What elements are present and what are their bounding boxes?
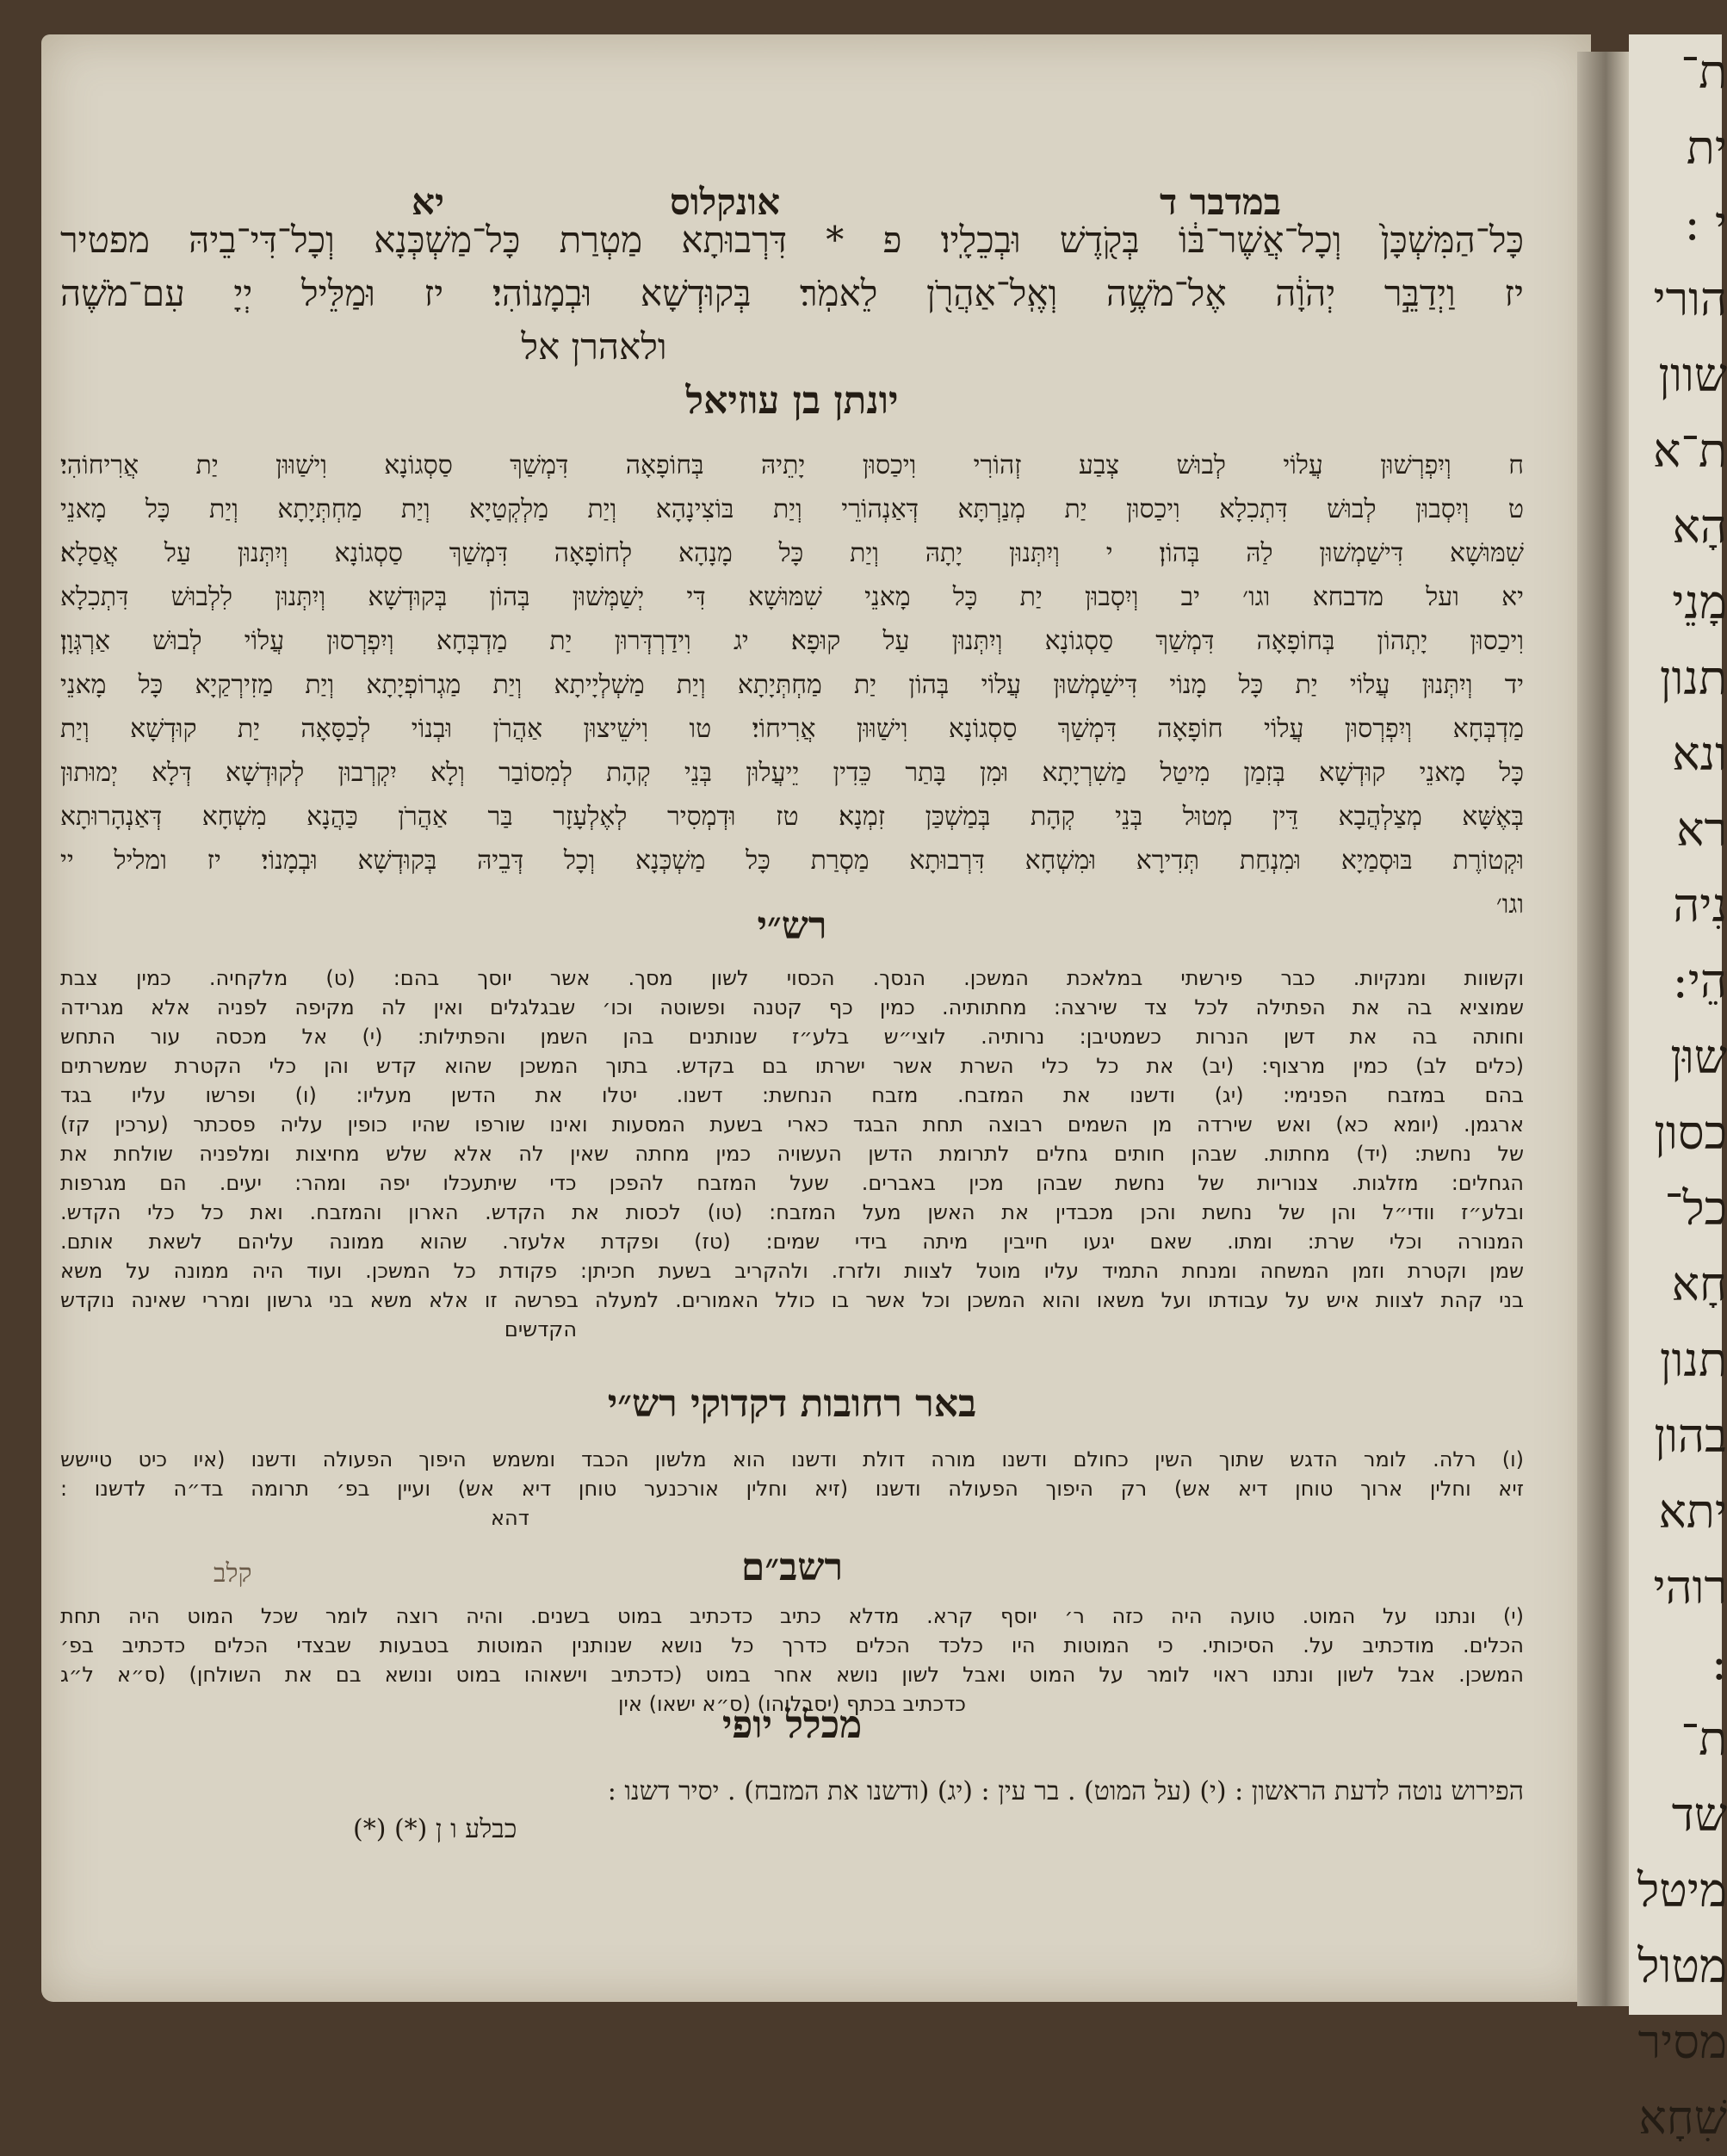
facing-page-fragment: רוהי [1653, 1560, 1727, 1614]
verse-line: יז וַיְדַבֵּ֣ר יְהֹוָ֔ה אֶל־מֹשֶׁ֥ה וְאֶֽל־אַהֲרֹ֖ן לֵאמֹֽר׃ בְּקוּדְשָׁא וּבְמָנוֹהִי׃ יז וּמַלֵּיל יְיָ עִם־מֹשֶׁה [60, 272, 1524, 314]
rashi-line: שמוציא בה את הפתילה לכל צד שירצה: מחתותיה. כמין כף קטנה ופשוטה וכו׳ שבגלגלים ואין לה מקיפה לפניה אלא מגרידה [60, 995, 1524, 1019]
facing-page-fragment: י : [1684, 196, 1727, 251]
michlal-yofi-section [60, 1703, 1524, 1849]
facing-page-fragment: ת־ [1681, 1712, 1727, 1766]
rechovot-section [60, 1382, 1524, 1533]
section-title: יונתן בן עוזיאל [685, 379, 899, 423]
targum-line: כָּל מָאנֵי קוּדְשָׁא בְּזִמַן מִיטַל מַשִׁרְיָתָא וּמִן בָּתַר כֵּדִין יֵיעֲלוּן בְּנֵי קְהָת לְמִסוֹבַר וְלָא יִקְרְבוּן לְקוּדְשָׁא דְּלָא יְמוּתוּן [60, 758, 1524, 788]
facing-page-fragment: תנון [1659, 1333, 1727, 1387]
facing-page-edge [1629, 34, 1727, 2145]
facing-page-fragment: תנון [1659, 651, 1727, 705]
section-title: רש״י [757, 904, 827, 948]
facing-page-fragment: ת־א [1652, 424, 1727, 478]
facing-page-fragment: שוּן [1670, 1030, 1727, 1084]
facing-page-fragment: ית [1686, 121, 1727, 175]
facing-page-fragment: רא [1676, 802, 1727, 857]
facing-page-fragment: שִׁחָא [1638, 2091, 1727, 2145]
rashi-section [60, 904, 1524, 1344]
rashbam-line: הכלים. מודכתיב על. הסיכותי. כי המוטות היו כלכד הכלים כדרך כל נושא שנותנין המוטות בטבעות שבצדי הכלים כדכתיב בפ׳ [60, 1633, 1524, 1657]
facing-page-fragment: יתא [1658, 1484, 1727, 1539]
rashbam-section [60, 1546, 1524, 1719]
rashi-line: הגחלים: מזלגות. צנוריות של נחשת שבהן מכין באברים. שעל המזבח להפכן כדי שיתעכלו יפה ומהר: יעים. הם מגרפות [60, 1171, 1524, 1195]
targum-line: יא ועל מדבחא וגו׳ יב וְיִסְבוּן יַת כָּל מָאנֵי שִׁמּוּשָׁא דִּי יְשַׁמְּשׁוּן בְּהוֹן בְּקוּדְשָׁא וְיִתְּנוּן לִלְבוּשׁ דִּתְכִלָא [60, 582, 1524, 612]
rashi-line: של נחשת: (יד) מחתות. שבהן חותים גחלים לתרומת הדשן העשויה כמין מחתה שאין לה אלא שלש מחיצות ומלפניה שולחת את [60, 1142, 1524, 1166]
rechovot-line: זיא וחלין ארוך טוחן דיא אש) רק היפוך הפעולה ודשנו (זיא וחלין אורכנער טוחן דיא אש) ועיין בפ׳ תרומה בד״ה לדשנו : [60, 1477, 1524, 1501]
rashbam-line: כדכתיב בכתף (יסבלוהו) (ס״א ישאו) אין [618, 1692, 966, 1716]
facing-page-fragment: כסון [1654, 1106, 1727, 1160]
verse-line: כָּל־הַמִּשְׁכָּן֙ וְכָל־אֲשֶׁר־בּ֔וֹ בְּקֹ֖דֶשׁ וּבְכֵלָֽיו׃ פ * דִּרְבוּתָא מַטְרַת כָּל־מַשְׁכְּנָא וְכָל־דִּי־בֵיהּ מפטיר [60, 219, 1524, 261]
marginal-note: קלב [214, 1558, 252, 1589]
running-head-book: במדבר ד [1159, 181, 1281, 223]
rashi-line: בני קהת לצוות איש על עבודתו ועל משאו והוא המשכן וכל אשר בו כולל האמורים. למעלה בפרשה זו אלא משא בני גרשון ומררי שאינה נוקדש [60, 1288, 1524, 1312]
rechovot-line: דהא [491, 1506, 529, 1530]
michlal-line: כבלע ו ן (*) (*) [353, 1814, 517, 1844]
facing-page-fragment: הורי [1653, 272, 1727, 326]
facing-page-fragment: הָא [1672, 499, 1727, 554]
rashi-line: שמן וקטרת וזמן המשחה ומנחת התמיד עליו מוטל לצוות ולזרז. ולהקריב בשעת חכיתן: פקודת כל המשכן. ועוד היה ממונה על משא [60, 1259, 1524, 1283]
facing-page-fragment: שוון [1658, 348, 1727, 402]
targum-line: מַדְבְּחָא וְיִפְרְסוּן עֲלוֹי חוֹפָאָה דִּמְשַׁךְ סַסְגוֹנָא וִישַׁוּוּן אֲרִיחוֹי׃ טו וִישֵׁיצוּן אַהֲרֹן וּבְנוֹי לְכַסָּאָה יַת קוּדְשָׁא וְיַת [60, 714, 1524, 744]
verse-block [60, 214, 1524, 374]
rechovot-line: (ו) רלה. לומר הדגש שתוך השין כחולם ודשנו מורה דולת ודשנו הוא מלשון הכבד ומשמש היפוך הפעולה ודשנו (איו כיט טיישש [60, 1447, 1524, 1471]
facing-page-fragment: נִיה [1673, 878, 1727, 932]
rashi-line: המנורה וכלי שרת: ומתו. שאם יגעו חייבין מיתה בידי שמים: (טז) ופקדת אלעזר. שהוא ממונה עליהם לשאת אותם. [60, 1230, 1524, 1254]
facing-page-fragment: חָא [1671, 1257, 1727, 1311]
targum-line: וּקְטוֹרֶת בּוּסְמַיָא וּמִנְחַת תְּדִירָא וּמִשְׁחָא דִּרְבוּתָא מַסְרַת כָּל מַשְׁכְּנָא וְכָל דְּבֵיהּ בְּקוּדְשָׁא וּבְמָנוֹי׃ יז ומליל יי [60, 846, 1524, 876]
targum-line: וגו׳ [1495, 889, 1524, 920]
section-title: מכלל יופי [721, 1703, 863, 1747]
targum-line: בְּאֶשָּׁא מְצַלְהֲבָא דֵּין מְטוּל בְּנֵי קְהָת בְּמַשְׁכַּן זִמְנָא׃ טז וּדְמְסִיר לְאֶלְעָזָר בַּר אַהֲרֹן כַּהֲנָא מִשְׁחָא דְּאַנְהָרוּתָא [60, 802, 1524, 832]
rashbam-line: המשכן. אבל לשון ונתנו ראוי לומר על המוט ואבל לשון נושא אחר במוט (כדכתיב וישאוהו במוט ונושא בם את השולחן) (ס״א ל״ג [60, 1663, 1524, 1687]
rashi-line: ובלע״ז וודי״ל והן של נחשת והכן מכבדין את האשן מעל המזבח: (טו) לכסות את הקדש. הארון והמזבח. ואת כל כלי הקדש. [60, 1200, 1524, 1224]
rashbam-line: (י) ונתנו על המוט. טועה היה כזה ר׳ יוסף קרא. מדלא כתיב כדכתיב במוט בשנים. והיה רוצה לומר שכל המוט היה תחת [60, 1604, 1524, 1628]
targum-line: ט וְיִסְבוּן לְבוּשׁ דִּתְכִלָא וִיכַסוּן יַת מְנַרְתָּא דְּאַנְהוֹרֵי וְיַת בּוֹצִינָהָא וְיַת מַלְקְטַיָא וְיַת מַחְתְּיָתָא וְיַת כָּל מָאנֵי [60, 494, 1524, 524]
section-title: רשב״ם [740, 1546, 844, 1589]
facing-page-fragment: ת־ [1681, 45, 1727, 99]
facing-page-fragment: כל־ [1664, 1181, 1727, 1236]
facing-page-fragment: ונא [1672, 727, 1727, 781]
rashi-line: בהם במזבח הפנימי: (יג) ודשנו את המזבח. מזבח הנחשת: דשנו. יטלו את הדשן מעליו: (ו) ופרשו עליו בגד [60, 1083, 1524, 1107]
facing-page-fragment: מסיר [1637, 2015, 1727, 2069]
facing-page-fragment: בהון [1654, 1409, 1727, 1463]
michlal-line: הפירוש נוטה לדעת הראשון : (י) (על המוט) . בר עין : (יג) (ודשנו את המזבח) . יסיר דשנו : [607, 1776, 1524, 1806]
facing-page-fragment: שד [1671, 1787, 1727, 1842]
targum-line: יד וְיִתְּנוּן עֲלוֹי יַת כָּל מָנוֹי דִּישַׁמְשׁוּן עֲלוֹי בְּהוֹן יַת מַחְתְּיָתָא וְיַת מַשְׁלְיָיתָא וְיַת מַגְרוֹפְיָתָא וְיַת מַזִירְקַיָא כָּל מָאנֵי [60, 670, 1525, 700]
rashi-line: וחותה בה את דשן הנרות כשמטיבן: נרותיה. לוצי״ש בלע״ז שנותנים בהן השמן והפתילות: (י) אל מכסה עור התחש [60, 1025, 1524, 1049]
rashi-line: וקשוות ומנקיות. כבר פירשתי במלאכת המשכן. הנסך. הכסוי לשון מסך. אשר יוסך בהם: (ט) מלקחיה. כמין צבת [60, 966, 1524, 990]
running-head-folio: יא [412, 181, 444, 223]
facing-page-fragment: : [1711, 1636, 1727, 1690]
targum-jonathan-section [60, 379, 1524, 926]
section-title: באר רחובות דקדוקי רש״י [607, 1382, 977, 1426]
running-head-title: אונקלוס [670, 181, 781, 223]
rashi-line: (כלים לב) כמין מרצוף: (יב) את כל כלי השרת אשר ישרתו בם בקדש. בתוך המשכן שהוא קדש והן כלי הקטרת שמשרתים [60, 1054, 1524, 1078]
facing-page-fragment: מיטל [1637, 1863, 1727, 1917]
targum-line: וִיכַסוּן יָתְהוֹן בְּחוֹפָאָה דִּמְשַׁךְ סַסְגוֹנָא וְיִתְּנוּן עַל קוּפָא׃ יג וִידַרְדְּרוּן יַת מַדְבְּחָא וְיִפְרְסוּן עֲלוֹי לְבוּשׁ אַרְגְּוָן׃ [60, 626, 1524, 656]
facing-page-fragment: מָנֵי [1672, 575, 1727, 629]
rashi-line: הקדשים [504, 1317, 577, 1341]
facing-page-fragment: הֵי: [1672, 954, 1727, 1008]
targum-line: ח וְיִפְרְשׁוּן עֲלוֹי לְבוּשׁ צְבַע זְהוֹרִי וִיכַסוּן יָתֵיהּ בְּחוֹפָאָה דִּמְשַׁךְ סַסְגוֹנָא וִישַׁוּוּן יַת אֲרִיחוֹהִי׃ [60, 450, 1524, 480]
rashi-line: ארגמן. (יומא כא) ואש שירדה מן השמים רבוצה תחת הבגד כארי בשעת המסעות ואינו שורפו שהיו כופין עליה פסכתר (ערכין קז) [60, 1112, 1524, 1137]
verse-line: ולאהרן אל [521, 325, 667, 368]
targum-line: שִׁמּוּשָׁא דִּישַׁמְשׁוּן לַהּ בְּהוֹן׃ י וְיִתְּנוּן יָתָהּ וְיַת כָּל מָנָהָא לְחוֹפָאָה דִּמְשַׁךְ סַסְגוֹנָא וְיִתְּנוּן עַל אֲסַלָא׃ [60, 538, 1524, 568]
book-gutter [1577, 52, 1629, 2006]
facing-page-fragment: מטול [1637, 1939, 1727, 1993]
